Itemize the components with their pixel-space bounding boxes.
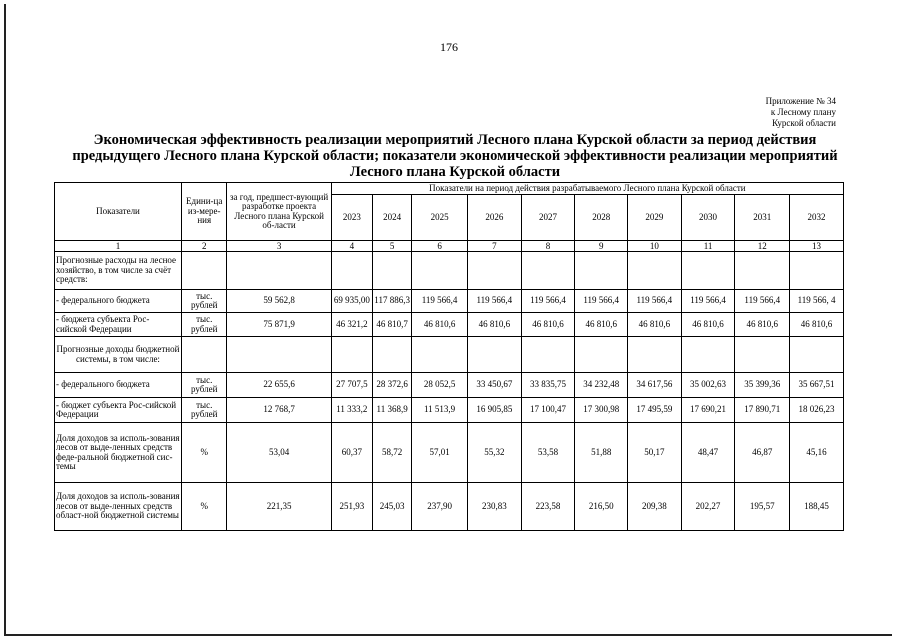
column-number: 5 <box>373 241 412 252</box>
row-unit: % <box>182 423 227 483</box>
row-value: 16 905,85 <box>467 398 521 423</box>
appendix-note <box>766 96 836 129</box>
header-year: 2025 <box>412 195 468 241</box>
row-value <box>331 337 372 373</box>
row-value <box>575 252 628 290</box>
header-year: 2030 <box>681 195 735 241</box>
page-number: 176 <box>440 40 458 54</box>
row-value <box>467 337 521 373</box>
row-value <box>331 252 372 290</box>
row-value <box>681 252 735 290</box>
row-value: 221,35 <box>227 483 331 531</box>
row-unit <box>182 252 227 290</box>
column-number: 2 <box>182 241 227 252</box>
row-value: 35 399,36 <box>735 373 790 398</box>
row-value: 17 495,59 <box>628 398 682 423</box>
row-label: Доля доходов за исполь-зования лесов от выде-ленных средств феде-ральной бюджетной сис-темы <box>55 423 182 483</box>
row-value: 27 707,5 <box>331 373 372 398</box>
row-value: 216,50 <box>575 483 628 531</box>
column-number: 8 <box>521 241 575 252</box>
row-value <box>373 252 412 290</box>
column-number: 7 <box>467 241 521 252</box>
row-value: 119 566,4 <box>681 290 735 313</box>
row-value <box>373 337 412 373</box>
row-label: - федерального бюджета <box>55 290 182 313</box>
row-value: 33 450,67 <box>467 373 521 398</box>
row-value: 46 810,6 <box>467 313 521 337</box>
table-body <box>55 252 844 531</box>
row-value: 223,58 <box>521 483 575 531</box>
row-value: 11 513,9 <box>412 398 468 423</box>
column-number: 3 <box>227 241 331 252</box>
header-year: 2032 <box>790 195 844 241</box>
column-number: 1 <box>55 241 182 252</box>
row-unit: тыс. рублей <box>182 290 227 313</box>
row-value <box>681 337 735 373</box>
header-period: Показатели на период действия разрабатываемого Лесного плана Курской области <box>331 183 843 195</box>
table-row <box>55 337 844 373</box>
row-value: 46 810,6 <box>412 313 468 337</box>
column-number: 12 <box>735 241 790 252</box>
column-number: 11 <box>681 241 735 252</box>
row-value <box>628 337 682 373</box>
row-value: 51,88 <box>575 423 628 483</box>
row-value <box>790 337 844 373</box>
row-value: 17 890,71 <box>735 398 790 423</box>
row-value <box>735 252 790 290</box>
row-unit: тыс. рублей <box>182 313 227 337</box>
header-year: 2031 <box>735 195 790 241</box>
row-value: 17 300,98 <box>575 398 628 423</box>
row-value: 195,57 <box>735 483 790 531</box>
row-value: 50,17 <box>628 423 682 483</box>
row-value: 119 566, 4 <box>790 290 844 313</box>
appendix-line: Курской области <box>772 118 836 128</box>
row-value <box>790 252 844 290</box>
column-number: 13 <box>790 241 844 252</box>
row-value: 45,16 <box>790 423 844 483</box>
row-value: 34 232,48 <box>575 373 628 398</box>
row-value: 119 566,4 <box>735 290 790 313</box>
efficiency-table <box>54 182 844 531</box>
row-value: 55,32 <box>467 423 521 483</box>
row-value: 46,87 <box>735 423 790 483</box>
header-prev-year: за год, предшест-вующий разработке проекта Лесного плана Курской об-ласти <box>227 183 331 241</box>
row-value: 57,01 <box>412 423 468 483</box>
row-value: 35 002,63 <box>681 373 735 398</box>
row-value: 58,72 <box>373 423 412 483</box>
table-row <box>55 373 844 398</box>
row-value <box>412 252 468 290</box>
row-value: 119 566,4 <box>467 290 521 313</box>
row-value <box>521 252 575 290</box>
row-unit: % <box>182 483 227 531</box>
row-value: 18 026,23 <box>790 398 844 423</box>
appendix-line: Приложение № 34 <box>765 96 836 106</box>
row-value: 119 566,4 <box>628 290 682 313</box>
table-row <box>55 290 844 313</box>
row-value: 245,03 <box>373 483 412 531</box>
row-value: 251,93 <box>331 483 372 531</box>
row-value: 17 100,47 <box>521 398 575 423</box>
row-value: 11 368,9 <box>373 398 412 423</box>
row-value: 46 810,6 <box>790 313 844 337</box>
column-number: 6 <box>412 241 468 252</box>
row-unit <box>182 337 227 373</box>
row-value: 11 333,2 <box>331 398 372 423</box>
row-unit: тыс. рублей <box>182 373 227 398</box>
row-value <box>467 252 521 290</box>
table-row <box>55 252 844 290</box>
header-year: 2029 <box>628 195 682 241</box>
row-value <box>227 337 331 373</box>
row-value: 35 667,51 <box>790 373 844 398</box>
row-value: 230,83 <box>467 483 521 531</box>
row-value: 33 835,75 <box>521 373 575 398</box>
row-value: 17 690,21 <box>681 398 735 423</box>
header-year: 2023 <box>331 195 372 241</box>
row-value: 46 810,6 <box>735 313 790 337</box>
row-value: 75 871,9 <box>227 313 331 337</box>
row-unit: тыс. рублей <box>182 398 227 423</box>
header-year: 2028 <box>575 195 628 241</box>
row-value: 237,90 <box>412 483 468 531</box>
row-value <box>412 337 468 373</box>
row-value: 34 617,56 <box>628 373 682 398</box>
row-label: - бюджет субъекта Рос-сийской Федерации <box>55 398 182 423</box>
row-value: 188,45 <box>790 483 844 531</box>
row-value: 119 566,4 <box>521 290 575 313</box>
row-value: 119 566,4 <box>412 290 468 313</box>
row-label: Прогнозные доходы бюджетной системы, в том числе: <box>55 337 182 373</box>
column-number: 9 <box>575 241 628 252</box>
row-value: 53,04 <box>227 423 331 483</box>
document-title: Экономическая эффективность реализации мероприятий Лесного плана Курской области за период действия предыдущего Лесного плана Курской области; показатели экономической эффективности реализации мероприятий Лесного плана Курской области <box>72 132 838 180</box>
row-value: 60,37 <box>331 423 372 483</box>
header-unit: Едини-ца из-мере-ния <box>182 183 227 241</box>
row-value: 46 810,6 <box>681 313 735 337</box>
table-row <box>55 398 844 423</box>
row-value: 46 810,6 <box>628 313 682 337</box>
row-label: Прогнозные расходы на лесное хозяйство, в том числе за счёт средств: <box>55 252 182 290</box>
row-value: 119 566,4 <box>575 290 628 313</box>
row-value: 69 935,00 <box>331 290 372 313</box>
row-value <box>521 337 575 373</box>
row-value: 209,38 <box>628 483 682 531</box>
row-value <box>575 337 628 373</box>
header-indicators: Показатели <box>55 183 182 241</box>
row-value: 53,58 <box>521 423 575 483</box>
row-value <box>628 252 682 290</box>
header-year: 2026 <box>467 195 521 241</box>
row-value: 22 655,6 <box>227 373 331 398</box>
row-value: 117 886,3 <box>373 290 412 313</box>
header-year: 2024 <box>373 195 412 241</box>
table-row <box>55 313 844 337</box>
header-year: 2027 <box>521 195 575 241</box>
row-value <box>227 252 331 290</box>
row-value <box>735 337 790 373</box>
row-value: 46 321,2 <box>331 313 372 337</box>
row-value: 46 810,7 <box>373 313 412 337</box>
row-label: - федерального бюджета <box>55 373 182 398</box>
row-value: 48,47 <box>681 423 735 483</box>
row-value: 46 810,6 <box>575 313 628 337</box>
table-row <box>55 423 844 483</box>
row-value: 59 562,8 <box>227 290 331 313</box>
table-row <box>55 483 844 531</box>
column-number-row <box>55 241 844 252</box>
row-value: 28 372,6 <box>373 373 412 398</box>
row-label: - бюджета субъекта Рос-сийской Федерации <box>55 313 182 337</box>
row-label: Доля доходов за исполь-зования лесов от выде-ленных средств област-ной бюджетной системы <box>55 483 182 531</box>
row-value: 12 768,7 <box>227 398 331 423</box>
column-number: 10 <box>628 241 682 252</box>
row-value: 202,27 <box>681 483 735 531</box>
row-value: 46 810,6 <box>521 313 575 337</box>
column-number: 4 <box>331 241 372 252</box>
appendix-line: к Лесному плану <box>770 107 836 117</box>
row-value: 28 052,5 <box>412 373 468 398</box>
